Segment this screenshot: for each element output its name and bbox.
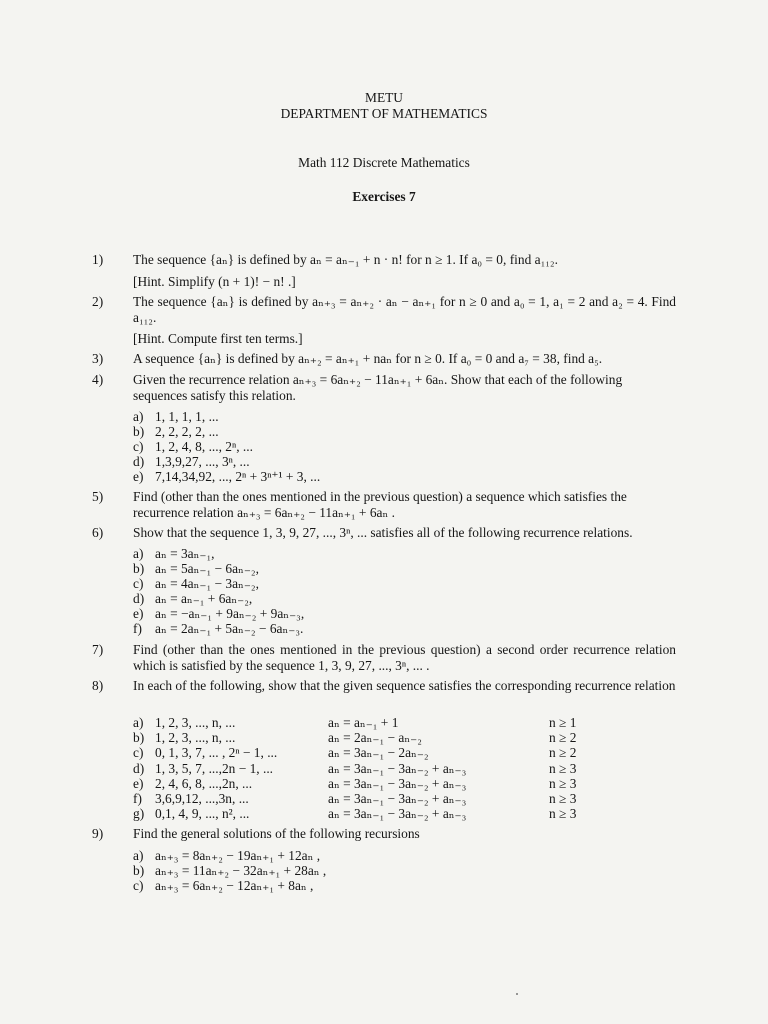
problem-text: Given the recurrence relation aₙ₊₃ = 6aₙ₊₂ − 11aₙ₊₁ + 6aₙ. Show that each of the following sequences satisfy this relation. bbox=[133, 372, 623, 403]
table-row bbox=[133, 791, 593, 806]
problem-text: The sequence {aₙ} is defined by aₙ₊₃ = aₙ₊₂ · aₙ − aₙ₊₁ for n ≥ 0 and a₀ = 1, a₁ = 2 and a₂ = 4. Find a₁₁₂. bbox=[133, 294, 676, 325]
problem-6-relations bbox=[133, 546, 304, 636]
list-item: a) aₙ = 3aₙ₋₁, bbox=[133, 546, 215, 561]
condition-cell: n ≥ 3 bbox=[549, 760, 577, 776]
problem-text: Show that the sequence 1, 3, 9, 27, ..., 3ⁿ, ... satisfies all of the following recurrence relations. bbox=[133, 525, 633, 540]
list-item: f) aₙ = 2aₙ₋₁ + 5aₙ₋₂ − 6aₙ₋₃. bbox=[133, 621, 304, 636]
list-item: a) 1, 1, 1, 1, ... bbox=[133, 409, 219, 424]
sequence-cell: e) 2, 4, 6, 8, ...,2n, ... bbox=[133, 775, 253, 791]
sequence-cell: d) 1, 3, 5, 7, ...,2n − 1, ... bbox=[133, 760, 274, 776]
list-item: c) 1, 2, 4, 8, ..., 2ⁿ, ... bbox=[133, 439, 253, 454]
list-item: b) 2, 2, 2, 2, ... bbox=[133, 424, 219, 439]
table-row bbox=[133, 776, 593, 791]
table-row bbox=[133, 806, 593, 821]
list-item: c) aₙ₊₃ = 6aₙ₊₂ − 12aₙ₊₁ + 8aₙ , bbox=[133, 878, 314, 893]
department-name: DEPARTMENT OF MATHEMATICS bbox=[280, 106, 488, 121]
condition-cell: n ≥ 2 bbox=[549, 730, 577, 746]
list-item: b) aₙ = 5aₙ₋₁ − 6aₙ₋₂, bbox=[133, 561, 259, 576]
problem-8-table bbox=[133, 715, 593, 821]
problem-hint: [Hint. Simplify (n + 1)! − n! .] bbox=[133, 273, 296, 289]
list-item: e) aₙ = −aₙ₋₁ + 9aₙ₋₂ + 9aₙ₋₃, bbox=[133, 606, 305, 621]
sequence-cell: g) 0,1, 4, 9, ..., n², ... bbox=[133, 806, 250, 822]
list-item: b) aₙ₊₃ = 11aₙ₊₂ − 32aₙ₊₁ + 28aₙ , bbox=[133, 863, 327, 878]
table-row bbox=[133, 715, 593, 730]
sequence-cell: c) 0, 1, 3, 7, ... , 2ⁿ − 1, ... bbox=[133, 745, 278, 761]
problem-number: 2) bbox=[92, 294, 104, 309]
condition-cell: n ≥ 3 bbox=[549, 806, 577, 822]
condition-cell: n ≥ 3 bbox=[549, 775, 577, 791]
relation-cell: aₙ = 3aₙ₋₁ − 3aₙ₋₂ + aₙ₋₃ bbox=[328, 806, 467, 822]
relation-cell: aₙ = 3aₙ₋₁ − 2aₙ₋₂ bbox=[328, 745, 429, 761]
condition-cell: n ≥ 2 bbox=[549, 745, 577, 761]
problem-number: 5) bbox=[92, 489, 104, 504]
problem-number: 8) bbox=[92, 678, 104, 693]
sequence-cell: a) 1, 2, 3, ..., n, ... bbox=[133, 715, 236, 730]
problem-text: Find (other than the ones mentioned in the previous question) a second order recurrence relation which is satisfied by the sequence 1, 3, 9, 27, ..., 3ⁿ, ... . bbox=[133, 642, 676, 673]
problem-hint: [Hint. Compute first ten terms.] bbox=[133, 331, 303, 346]
list-item: a) aₙ₊₃ = 8aₙ₊₂ − 19aₙ₊₁ + 12aₙ , bbox=[133, 848, 321, 863]
list-item: d) 1,3,9,27, ..., 3ⁿ, ... bbox=[133, 454, 250, 469]
problem-text: The sequence {aₙ} is defined by aₙ = aₙ₋₁ + n · n! for n ≥ 1. If a₀ = 0, find a₁₁₂. bbox=[133, 252, 558, 267]
list-item: e) 7,14,34,92, ..., 2ⁿ + 3ⁿ⁺¹ + 3, ... bbox=[133, 469, 321, 484]
relation-cell: aₙ = 3aₙ₋₁ − 3aₙ₋₂ + aₙ₋₃ bbox=[328, 775, 467, 791]
problem-number: 7) bbox=[92, 642, 104, 657]
condition-cell: n ≥ 3 bbox=[549, 790, 577, 806]
table-row bbox=[133, 745, 593, 760]
problem-9-recursions bbox=[133, 848, 326, 893]
university-name: METU bbox=[365, 90, 403, 105]
problem-text: A sequence {aₙ} is defined by aₙ₊₂ = aₙ₊₁ + naₙ for n ≥ 0. If a₀ = 0 and a₇ = 38, find a₅. bbox=[133, 351, 603, 366]
relation-cell: aₙ = 2aₙ₋₁ − aₙ₋₂ bbox=[328, 730, 422, 746]
problem-number: 4) bbox=[92, 372, 104, 387]
course-title: Math 112 Discrete Mathematics bbox=[298, 155, 470, 170]
problem-4-sequences bbox=[133, 409, 320, 484]
problem-text: Find (other than the ones mentioned in the previous question) a sequence which satisfies the recurrence relation aₙ₊₃ = 6aₙ₊₂ − 11aₙ₊₁ + 6aₙ . bbox=[133, 489, 627, 520]
problem-number: 6) bbox=[92, 525, 104, 540]
problem-text: In each of the following, show that the given sequence satisfies the corresponding recurrence relation bbox=[133, 678, 676, 693]
problem-number: 1) bbox=[92, 252, 104, 267]
relation-cell: aₙ = aₙ₋₁ + 1 bbox=[328, 715, 399, 730]
condition-cell: n ≥ 1 bbox=[549, 715, 577, 730]
list-item: c) aₙ = 4aₙ₋₁ − 3aₙ₋₂, bbox=[133, 576, 259, 591]
relation-cell: aₙ = 3aₙ₋₁ − 3aₙ₋₂ + aₙ₋₃ bbox=[328, 760, 467, 776]
table-row bbox=[133, 761, 593, 776]
problem-number: 3) bbox=[92, 351, 104, 366]
problem-number: 9) bbox=[92, 826, 104, 841]
scan-speck bbox=[516, 993, 518, 995]
sequence-cell: f) 3,6,9,12, ...,3n, ... bbox=[133, 790, 249, 806]
table-row bbox=[133, 730, 593, 745]
relation-cell: aₙ = 3aₙ₋₁ − 3aₙ₋₂ + aₙ₋₃ bbox=[328, 790, 467, 806]
problem-text: Find the general solutions of the following recursions bbox=[133, 826, 420, 841]
sequence-cell: b) 1, 2, 3, ..., n, ... bbox=[133, 730, 236, 746]
sheet-title: Exercises 7 bbox=[352, 189, 416, 204]
list-item: d) aₙ = aₙ₋₁ + 6aₙ₋₂, bbox=[133, 591, 253, 606]
